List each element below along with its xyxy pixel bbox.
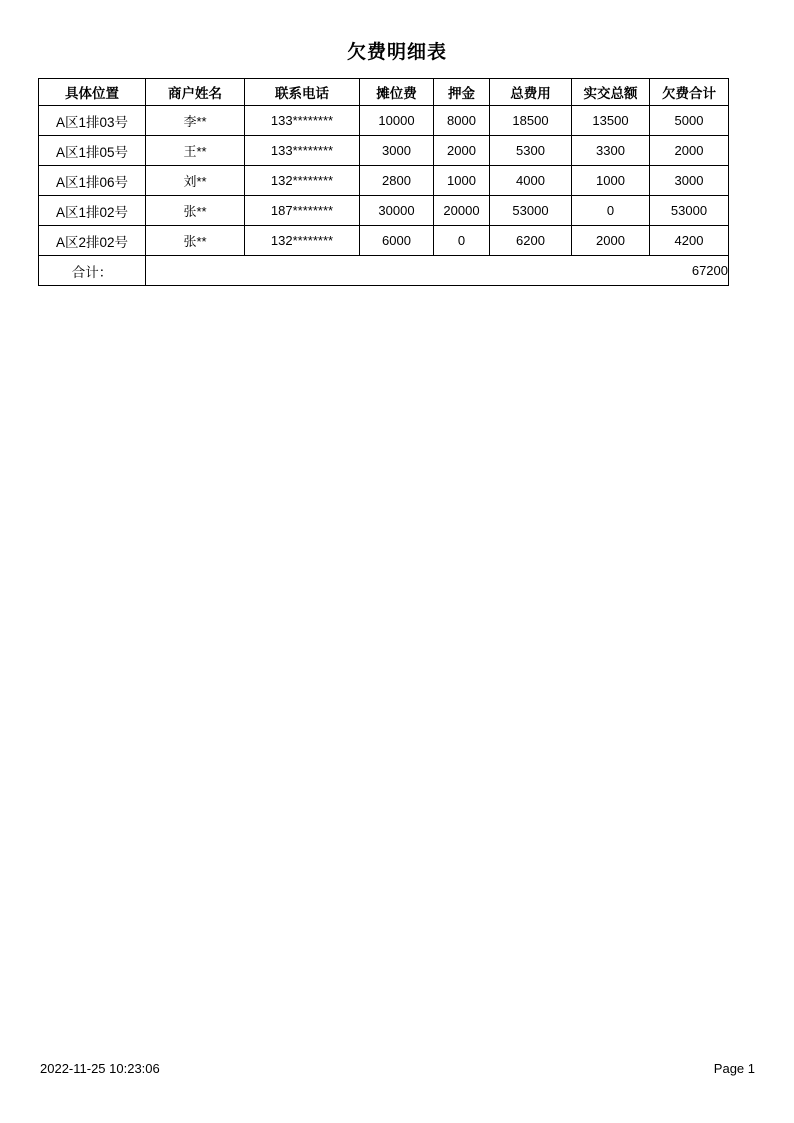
cell-merchant: 刘** bbox=[146, 166, 245, 196]
cell-paid-total: 3300 bbox=[572, 136, 650, 166]
cell-phone: 133******** bbox=[245, 106, 360, 136]
table-row bbox=[39, 196, 729, 226]
cell-total-fee: 53000 bbox=[490, 196, 572, 226]
cell-phone: 132******** bbox=[245, 226, 360, 256]
cell-stall-fee: 3000 bbox=[360, 136, 434, 166]
cell-deposit: 20000 bbox=[434, 196, 490, 226]
column-header-arrears: 欠费合计 bbox=[650, 79, 729, 106]
total-label: 合计： bbox=[39, 256, 146, 286]
cell-paid-total: 13500 bbox=[572, 106, 650, 136]
cell-merchant: 张** bbox=[146, 196, 245, 226]
column-header-merchant: 商户姓名 bbox=[146, 79, 245, 106]
cell-phone: 187******** bbox=[245, 196, 360, 226]
cell-paid-total: 1000 bbox=[572, 166, 650, 196]
cell-location: A区1排02号 bbox=[39, 196, 146, 226]
arrears-table bbox=[38, 78, 729, 286]
cell-location: A区1排06号 bbox=[39, 166, 146, 196]
cell-total-fee: 4000 bbox=[490, 166, 572, 196]
cell-merchant: 李** bbox=[146, 106, 245, 136]
table-row bbox=[39, 166, 729, 196]
column-header-phone: 联系电话 bbox=[245, 79, 360, 106]
cell-location: A区1排05号 bbox=[39, 136, 146, 166]
column-header-total-fee: 总费用 bbox=[490, 79, 572, 106]
cell-location: A区2排02号 bbox=[39, 226, 146, 256]
cell-location: A区1排03号 bbox=[39, 106, 146, 136]
cell-deposit: 8000 bbox=[434, 106, 490, 136]
table-row bbox=[39, 226, 729, 256]
report-title: 欠费明细表 bbox=[346, 41, 447, 63]
column-header-stall-fee: 摊位费 bbox=[360, 79, 434, 106]
column-header-paid-total: 实交总额 bbox=[572, 79, 650, 106]
cell-total-fee: 5300 bbox=[490, 136, 572, 166]
cell-arrears: 53000 bbox=[650, 196, 729, 226]
column-header-location: 具体位置 bbox=[39, 79, 146, 106]
cell-paid-total: 2000 bbox=[572, 226, 650, 256]
cell-deposit: 2000 bbox=[434, 136, 490, 166]
column-header-deposit: 押金 bbox=[434, 79, 490, 106]
cell-merchant: 王** bbox=[146, 136, 245, 166]
cell-paid-total: 0 bbox=[572, 196, 650, 226]
cell-stall-fee: 2800 bbox=[360, 166, 434, 196]
total-row bbox=[39, 256, 729, 286]
cell-total-fee: 18500 bbox=[490, 106, 572, 136]
cell-arrears: 2000 bbox=[650, 136, 729, 166]
cell-total-fee: 6200 bbox=[490, 226, 572, 256]
page-number: Page 1 bbox=[713, 1061, 755, 1076]
cell-arrears: 5000 bbox=[650, 106, 729, 136]
cell-stall-fee: 30000 bbox=[360, 196, 434, 226]
cell-phone: 133******** bbox=[245, 136, 360, 166]
cell-arrears: 4200 bbox=[650, 226, 729, 256]
cell-deposit: 0 bbox=[434, 226, 490, 256]
total-value: 67200 bbox=[146, 256, 729, 286]
cell-deposit: 1000 bbox=[434, 166, 490, 196]
cell-merchant: 张** bbox=[146, 226, 245, 256]
table-row bbox=[39, 136, 729, 166]
cell-phone: 132******** bbox=[245, 166, 360, 196]
cell-stall-fee: 10000 bbox=[360, 106, 434, 136]
cell-stall-fee: 6000 bbox=[360, 226, 434, 256]
cell-arrears: 3000 bbox=[650, 166, 729, 196]
table-row bbox=[39, 106, 729, 136]
table-header-row bbox=[39, 79, 729, 106]
print-timestamp: 2022-11-25 10:23:06 bbox=[40, 1061, 160, 1076]
